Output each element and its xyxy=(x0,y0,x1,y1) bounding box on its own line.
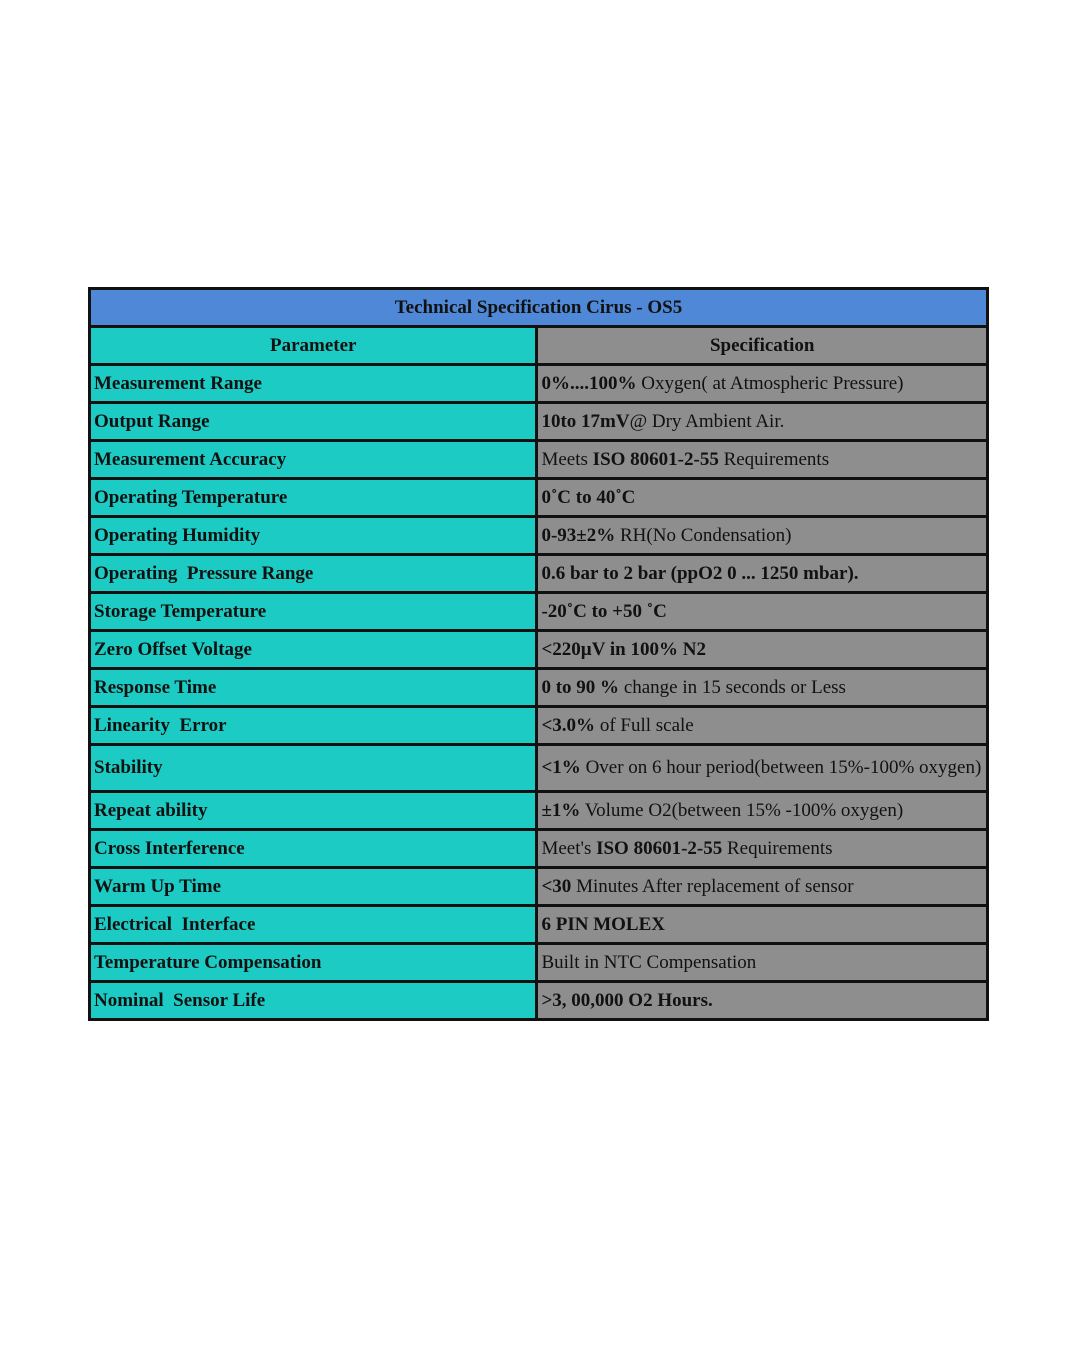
parameter-cell: Measurement Accuracy xyxy=(90,441,537,479)
specification-cell xyxy=(537,365,988,403)
parameter-cell: Measurement Range xyxy=(90,365,537,403)
specification-cell xyxy=(537,982,988,1020)
parameter-cell: Linearity Error xyxy=(90,707,537,745)
specification-text: 10to 17mV xyxy=(541,410,630,432)
specification-text: change in 15 seconds or Less xyxy=(619,676,846,698)
table-row xyxy=(90,745,988,792)
table-row xyxy=(90,403,988,441)
table-header-row xyxy=(90,327,988,365)
specification-text: Meet's xyxy=(541,837,597,859)
specification-text: Minutes After replacement of sensor xyxy=(571,875,854,897)
table-title-row xyxy=(90,289,988,327)
specification-cell xyxy=(537,403,988,441)
specification-text: 0-93±2% xyxy=(541,524,616,546)
table-row xyxy=(90,906,988,944)
parameter-cell: Storage Temperature xyxy=(90,593,537,631)
specification-cell xyxy=(537,669,988,707)
specification-text: Requirements xyxy=(722,837,833,859)
specification-cell xyxy=(537,707,988,745)
parameter-cell: Stability xyxy=(90,745,537,792)
specification-text: Meets xyxy=(541,448,593,470)
table-row xyxy=(90,365,988,403)
table-row xyxy=(90,441,988,479)
specification-text: 0%....100% xyxy=(541,372,637,394)
parameter-cell: Electrical Interface xyxy=(90,906,537,944)
specification-text: 0˚C to 40˚C xyxy=(541,486,636,508)
specification-cell xyxy=(537,441,988,479)
parameter-cell: Operating Humidity xyxy=(90,517,537,555)
parameter-cell: Response Time xyxy=(90,669,537,707)
parameter-cell: Repeat ability xyxy=(90,792,537,830)
parameter-cell: Cross Interference xyxy=(90,830,537,868)
table-row xyxy=(90,593,988,631)
table-row xyxy=(90,868,988,906)
specification-text: 0 to 90 % xyxy=(541,676,620,698)
specification-cell xyxy=(537,631,988,669)
table-row xyxy=(90,555,988,593)
specification-text: Over on 6 hour period(between 15%-100% oxygen) xyxy=(580,757,982,778)
specification-cell xyxy=(537,944,988,982)
specification-text: 6 PIN MOLEX xyxy=(541,913,665,935)
parameter-cell: Operating Temperature xyxy=(90,479,537,517)
specification-text: <1% xyxy=(541,757,581,778)
specification-text: 0.6 bar to 2 bar (ppO2 0 ... 1250 mbar). xyxy=(541,562,859,584)
table-row xyxy=(90,669,988,707)
parameter-cell: Output Range xyxy=(90,403,537,441)
specification-cell xyxy=(537,792,988,830)
table-row xyxy=(90,982,988,1020)
specification-cell xyxy=(537,593,988,631)
specification-cell xyxy=(537,868,988,906)
table-body xyxy=(90,365,988,1020)
table-row xyxy=(90,944,988,982)
parameter-cell: Temperature Compensation xyxy=(90,944,537,982)
table-row xyxy=(90,517,988,555)
table-title: Technical Specification Cirus - OS5 xyxy=(90,289,988,327)
specification-text: <3.0% xyxy=(541,714,596,736)
parameter-cell: Zero Offset Voltage xyxy=(90,631,537,669)
table-row xyxy=(90,707,988,745)
specification-text: <30 xyxy=(541,875,572,897)
specification-header: Specification xyxy=(537,327,988,365)
specification-text: ±1% xyxy=(541,799,581,821)
table-row xyxy=(90,631,988,669)
specification-text: -20˚C to +50 ˚C xyxy=(541,600,667,622)
parameter-cell: Nominal Sensor Life xyxy=(90,982,537,1020)
parameter-cell: Warm Up Time xyxy=(90,868,537,906)
specification-cell xyxy=(537,745,988,792)
specification-cell xyxy=(537,906,988,944)
specification-text: ISO 80601-2-55 xyxy=(596,837,723,859)
table-row xyxy=(90,479,988,517)
specification-text: Requirements xyxy=(718,448,830,470)
specification-cell xyxy=(537,517,988,555)
table-row xyxy=(90,792,988,830)
specification-cell xyxy=(537,479,988,517)
parameter-cell: Operating Pressure Range xyxy=(90,555,537,593)
specification-text: ISO 80601-2-55 xyxy=(592,448,719,470)
parameter-header: Parameter xyxy=(90,327,537,365)
specification-text: Oxygen( at Atmospheric Pressure) xyxy=(636,372,904,394)
specification-text: <220µV in 100% N2 xyxy=(541,638,706,660)
specification-text: RH(No Condensation) xyxy=(615,524,792,546)
specification-text: >3, 00,000 O2 Hours. xyxy=(541,989,713,1011)
specification-cell xyxy=(537,555,988,593)
spec-table xyxy=(88,287,989,1021)
specification-cell xyxy=(537,830,988,868)
specification-text: Volume O2(between 15% -100% oxygen) xyxy=(580,799,904,821)
specification-text: of Full scale xyxy=(595,714,694,736)
specification-text: @ Dry Ambient Air. xyxy=(629,410,785,432)
table-row xyxy=(90,830,988,868)
specification-text: Built in NTC Compensation xyxy=(541,951,757,973)
